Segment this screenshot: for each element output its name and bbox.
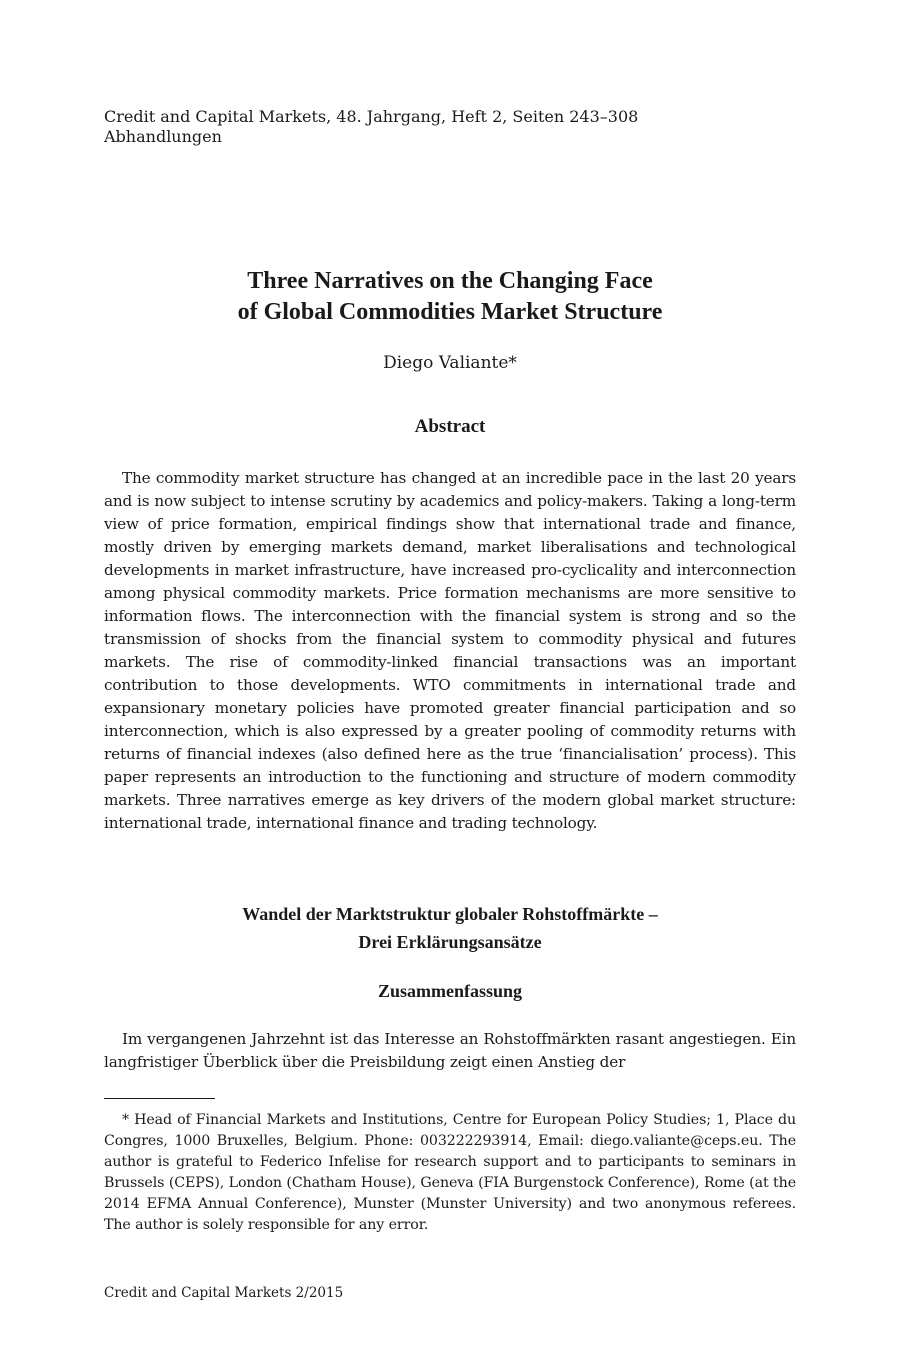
- article-title-line-1: Three Narratives on the Changing Face: [247, 268, 653, 294]
- zusammenfassung-heading: Zusammenfassung: [377, 981, 523, 1001]
- journal-header: [104, 107, 638, 147]
- zusammenfassung-text: Im vergangenen Jahrzehnt ist das Interesse an Rohstoffmärkten rasant angestiegen. Ein langfristiger Überblick über die Preisbildung zeigt einen Anstieg der: [104, 1030, 796, 1071]
- author-name: Diego Valiante*: [383, 353, 517, 373]
- article-title: [104, 266, 796, 328]
- german-title-line-1: Wandel der Marktstruktur globaler Rohstoffmärkte –: [242, 904, 658, 924]
- german-title: [104, 900, 796, 956]
- german-title-line-2: Drei Erklärungsansätze: [358, 932, 542, 952]
- article-title-line-2: of Global Commodities Market Structure: [237, 299, 663, 325]
- author-footnote: * Head of Financial Markets and Institutions, Centre for European Policy Studies; 1, Place du Congres, 1000 Bruxelles, Belgium. Phone: 003222293914, Email: diego.valiante@ceps.eu. The author is grateful to Federico Infelise for research support and to participants to seminars in Brussels (CEPS), London (Chatham House), Geneva (FIA Burgenstock Conference), Rome (at the 2014 EFMA Annual Conference), Munster (Munster University) and two anonymous referees. The author is solely responsible for any error.: [104, 1112, 796, 1233]
- section-label: Abhandlungen: [104, 127, 222, 146]
- journal-citation: Credit and Capital Markets, 48. Jahrgang, Heft 2, Seiten 243–308: [104, 107, 639, 126]
- abstract-heading: Abstract: [414, 416, 486, 437]
- page-footer: Credit and Capital Markets 2/2015: [104, 1285, 344, 1301]
- footnote-divider: [104, 1098, 215, 1099]
- abstract-text: The commodity market structure has changed at an incredible pace in the last 20 years and is now subject to intense scrutiny by academics and policy-makers. Taking a long-term view of price formation, empirical findings show that international trade and finance, mostly driven by emerging markets demand, market liberalisations and technological developments in market infrastructure, have increased pro-cyclicality and interconnection among physical commodity markets. Price formation mechanisms are more sensitive to information flows. The interconnection with the financial system is strong and so the transmission of shocks from the financial system to commodity physical and futures markets. The rise of commodity-linked financial transactions was an important contribution to those developments. WTO commitments in international trade and expansionary monetary policies have promoted greater financial participation and so interconnection, which is also expressed by a greater pooling of commodity returns with returns of financial indexes (also defined here as the true ‘financialisation’ process). This paper represents an introduction to the functioning and structure of modern commodity markets. Three narratives emerge as key drivers of the modern global market structure: international trade, international finance and trading technology.: [104, 469, 796, 832]
